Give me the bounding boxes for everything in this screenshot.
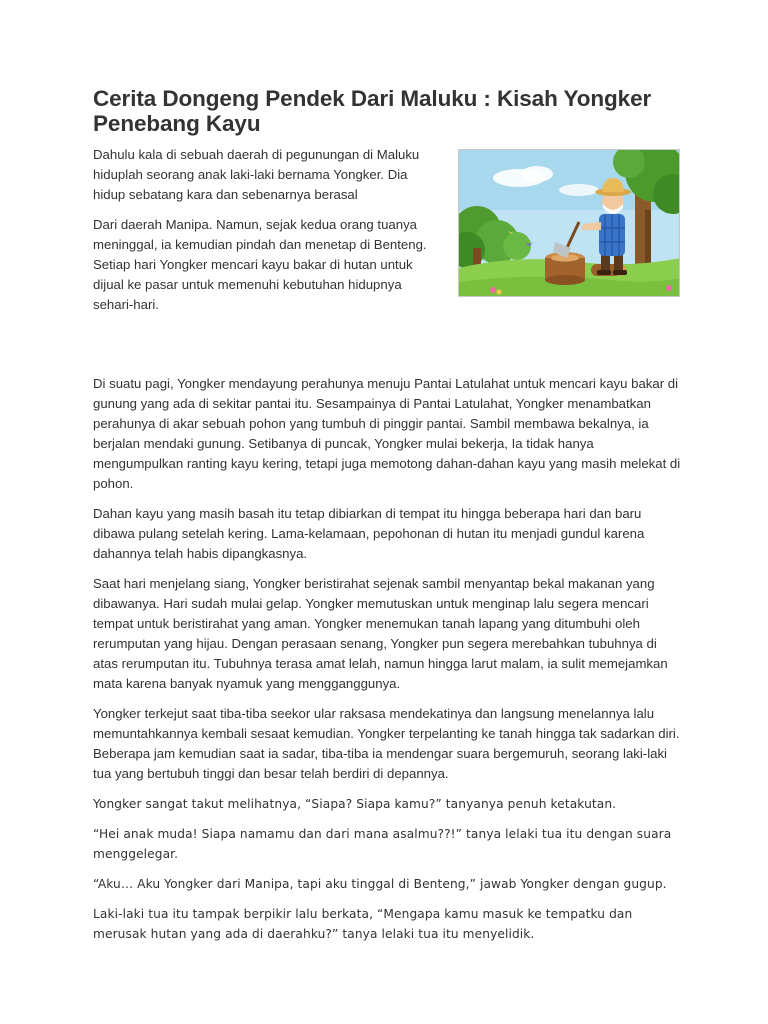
article-body [93, 374, 683, 944]
intro-paragraph: Dahulu kala di sebuah daerah di pegunungan di Maluku hiduplah seorang anak laki-laki bernama Yongker. Dia hidup sebatang kara dan sebenarnya berasal [93, 147, 420, 202]
dialogue-paragraph: “Aku… Aku Yongker dari Manipa, tapi aku tinggal di Benteng,” jawab Yongker dengan gugup. [93, 877, 667, 891]
body-paragraph: Yongker terkejut saat tiba-tiba seekor ular raksasa mendekatinya dan langsung menelannya lalu memuntahkannya kembali sesaat kemudian. Yongker terpelanting ke tanah hingga tak sadarkan diri. Beberapa jam kemudian saat ia sadar, tiba-tiba ia mendengar suara bergemuruh, seorang laki-laki tua yang bertubuh tinggi dan besar telah berdiri di depannya. [93, 706, 680, 781]
body-paragraph: Saat hari menjelang siang, Yongker beristirahat sejenak sambil menyantap bekal makanan yang dibawanya. Hari sudah mulai gelap. Yongker memutuskan untuk menginap lalu segera mencari tempat untuk beristirahat yang aman. Yongker menemukan tanah lapang yang ditumbuhi oleh rerumputan yang hijau. Dengan perasaan senang, Yongker pun segera merebahkan tubuhnya di atas rerumputan itu. Tubuhnya terasa amat lelah, namun hingga larut malam, ia sulit memejamkan mata karena banyak nyamuk yang mengganggunya. [93, 576, 668, 691]
intro-section [93, 145, 683, 374]
article-title: Cerita Dongeng Pendek Dari Maluku : Kisah Yongker Penebang Kayu [93, 86, 652, 136]
article [93, 86, 683, 954]
body-paragraph: Di suatu pagi, Yongker mendayung perahunya menuju Pantai Latulahat untuk mencari kayu bakar di gunung yang ada di sekitar pantai itu. Sesampainya di Pantai Latulahat, Yongker menambatkan perahunya di akar sebuah pohon yang tumbuh di pinggir pantai. Sambil membawa bekalnya, ia berjalan mendaki gunung. Setibanya di puncak, Yongker mulai bekerja, Ia tidak hanya mengumpulkan ranting kayu kering, tetapi juga memotong dahan-dahan kayu yang masih melekat di pohon. [93, 376, 681, 491]
dialogue-paragraph: Laki-laki tua itu tampak berpikir lalu berkata, “Mengapa kamu masuk ke tempatku dan merusak hutan yang ada di daerahku?” tanya lelaki tua itu menyelidik. [93, 907, 633, 941]
woodcutter-chopping-stump-illustration-icon [459, 150, 680, 297]
dialogue-paragraph: Yongker sangat takut melihatnya, “Siapa? Siapa kamu?” tanyanya penuh ketakutan. [93, 797, 617, 811]
body-paragraph: Dahan kayu yang masih basah itu tetap dibiarkan di tempat itu hingga beberapa hari dan baru dibawa pulang setelah kering. Lama-kelamaan, pepohonan di hutan itu menjadi gundul karena dahannya telah habis dipangkasnya. [93, 506, 645, 561]
intro-paragraph: Dari daerah Manipa. Namun, sejak kedua orang tuanya meninggal, ia kemudian pindah dan menetap di Benteng. Setiap hari Yongker mencari kayu bakar di hutan untuk dijual ke pasar untuk memenuhi kebutuhan hidupnya sehari-hari. [93, 217, 427, 312]
dialogue-paragraph: “Hei anak muda! Siapa namamu dan dari mana asalmu??!” tanya lelaki tua itu dengan suara menggelegar. [93, 827, 672, 861]
intro-text [93, 145, 443, 315]
woodcutter-illustration [458, 149, 680, 297]
